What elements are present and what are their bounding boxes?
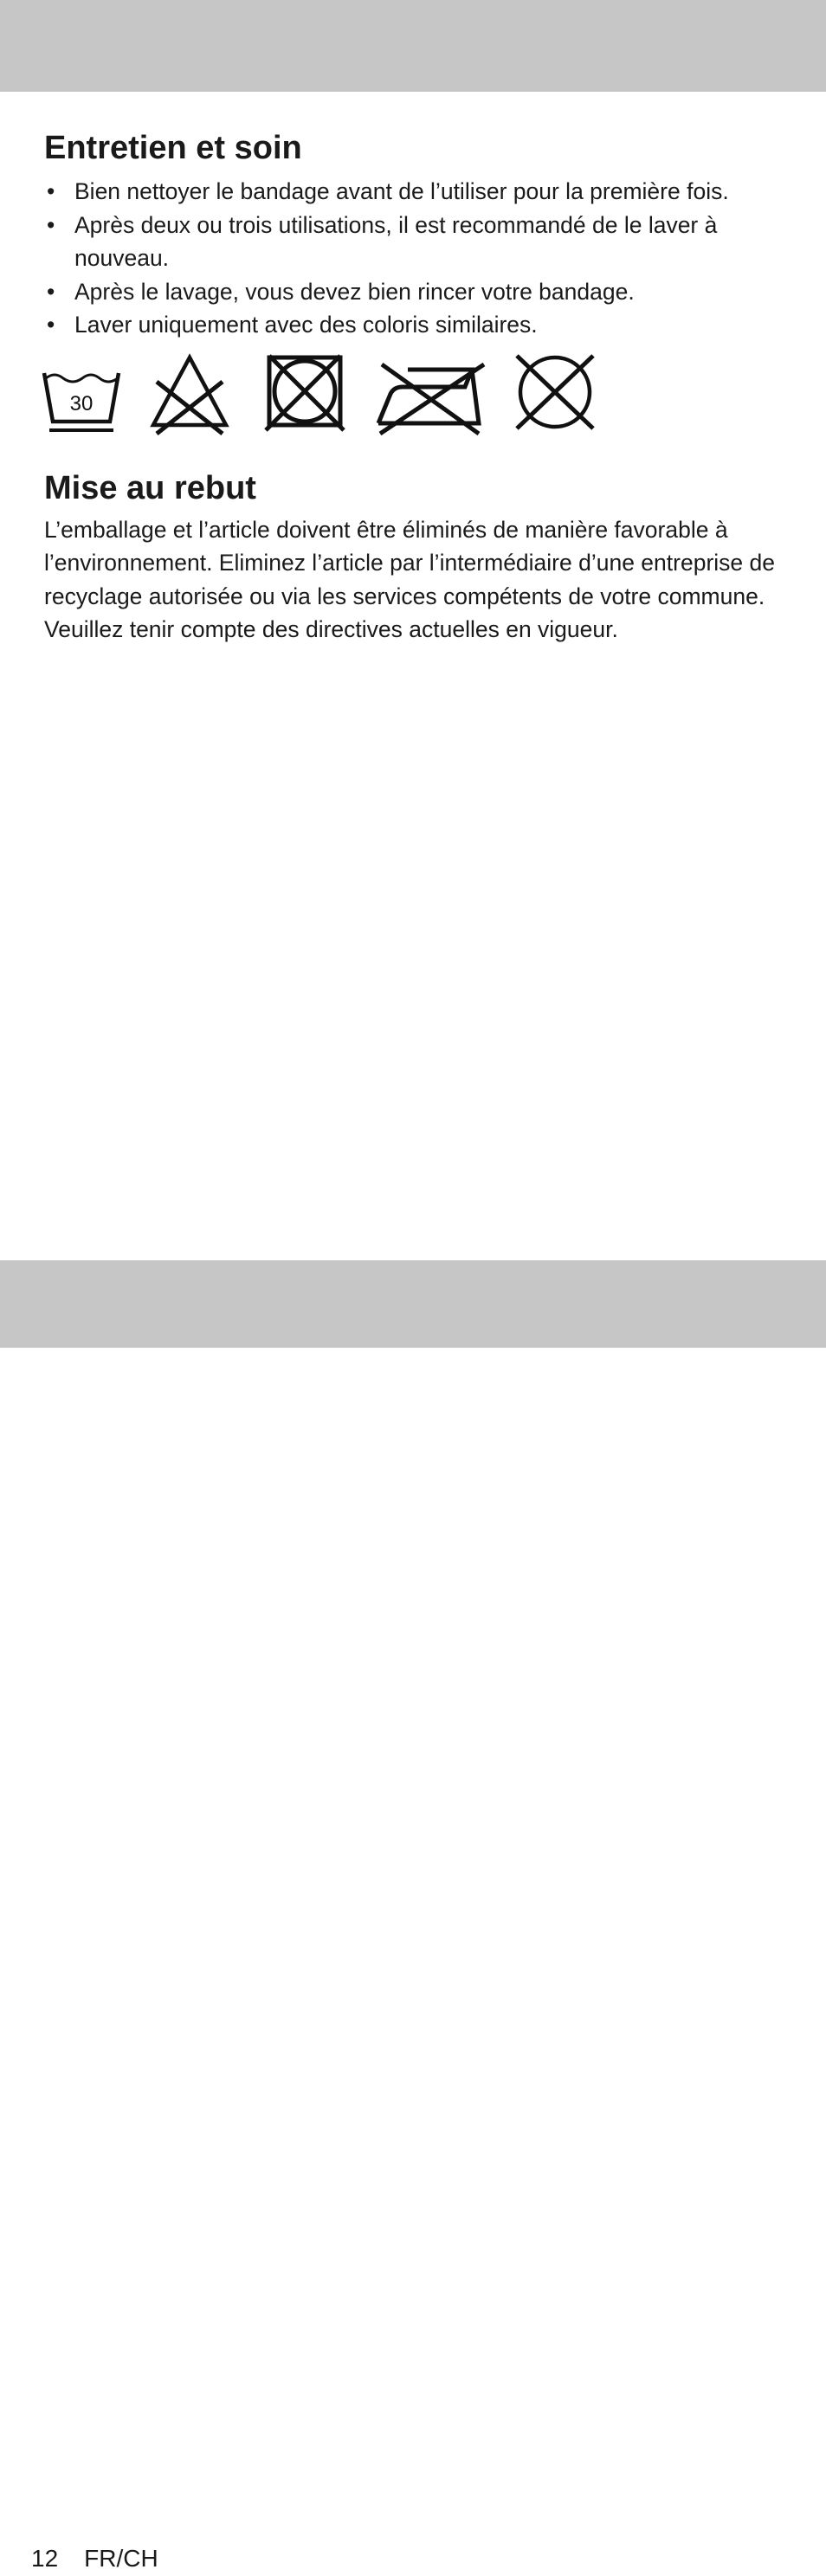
locale-label: FR/CH [84,2545,158,2572]
no-bleach-icon [148,352,231,435]
no-dry-cleaning-icon [512,352,598,435]
list-item-text: Après le lavage, vous devez bien rincer votre bandage. [74,278,635,305]
list-item [44,175,789,209]
care-symbols-row [44,352,789,439]
list-item-text: Après deux ou trois utilisations, il est recommandé de le laver à nouveau. [74,211,718,271]
care-bullet-list [44,175,789,342]
footer-band [0,1260,826,2572]
bullet-icon: • [47,312,55,338]
list-item [44,308,789,342]
no-ironing-icon [373,352,487,435]
page-number: 12 [31,2545,59,2572]
bullet-icon: • [47,278,55,305]
bullet-icon: • [47,211,55,238]
list-item [44,275,789,309]
page-content [44,126,789,647]
no-tumble-dry-icon [262,352,349,435]
list-item-text: Bien nettoyer le bandage avant de l’utiliser pour la première fois. [74,178,729,204]
disposal-section-title: Mise au rebut [44,469,256,506]
list-item [44,209,789,275]
wash-temperature-label: 30 [69,391,94,415]
care-section-title: Entretien et soin [44,130,302,166]
wash-30-gentle-icon [41,352,124,435]
bullet-icon: • [47,178,55,204]
disposal-paragraph: L’emballage et l’article doivent être éliminés de manière favorable à l’environnement. Eliminez l’article par l’intermédiaire d’une entreprise de recyclage autorisée ou via les services compétents de votre commune. Veuillez tenir compte des directives actuelles en vigueur. [44,516,775,642]
header-band [0,0,826,92]
list-item-text: Laver uniquement avec des coloris similaires. [74,312,538,338]
footer [31,2541,158,2576]
